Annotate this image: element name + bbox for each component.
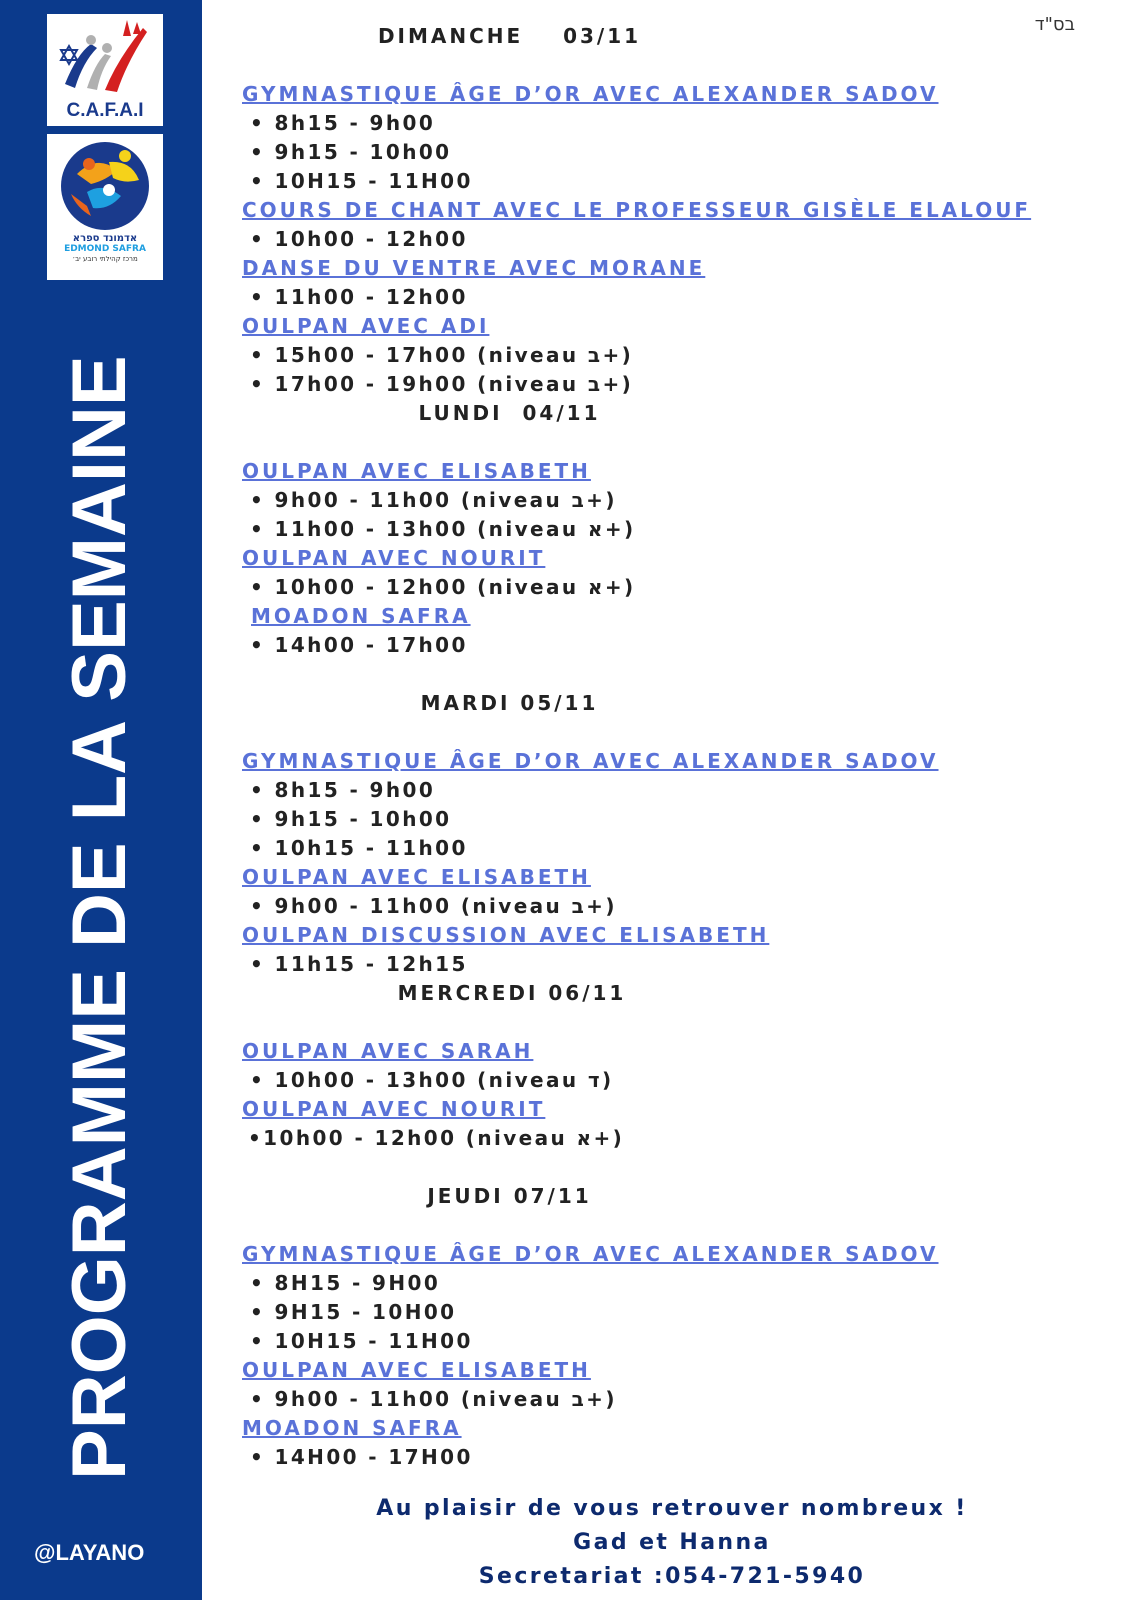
time-slot: • 9h00 - 11h00 (niveau ב+) xyxy=(250,1387,617,1411)
time-slot: • 9h00 - 11h00 (niveau ב+) xyxy=(250,488,617,512)
time-slot: • 10H15 - 11H00 xyxy=(250,169,473,193)
activity-link[interactable]: OULPAN AVEC NOURIT xyxy=(242,546,546,570)
edmond-safra-caption xyxy=(47,234,163,264)
footer-phone: Secretariat :054-721-5940 xyxy=(478,1564,866,1589)
cafai-emblem-icon xyxy=(47,14,163,100)
activity-link[interactable]: OULPAN AVEC ADI xyxy=(242,314,490,338)
day-date: 06/11 xyxy=(548,981,627,1005)
time-slot: • 10h00 - 12h00 xyxy=(250,227,468,251)
day-heading-sunday xyxy=(242,22,777,51)
activity-link[interactable]: GYMNASTIQUE ÂGE D’OR AVEC ALEXANDER SADOV xyxy=(242,749,939,773)
time-slot: • 14H00 - 17H00 xyxy=(250,1445,473,1469)
activity-link[interactable]: OULPAN AVEC ELISABETH xyxy=(242,1358,591,1382)
time-slot: •10h00 - 12h00 (niveau א+) xyxy=(248,1126,625,1150)
activity-link[interactable]: OULPAN AVEC NOURIT xyxy=(242,1097,546,1121)
activity-link[interactable]: GYMNASTIQUE ÂGE D’OR AVEC ALEXANDER SADOV xyxy=(242,1242,939,1266)
time-slot: • 11h15 - 12h15 xyxy=(250,952,468,976)
time-slot: • 10h15 - 11h00 xyxy=(250,836,468,860)
time-slot: • 9h00 - 11h00 (niveau ב+) xyxy=(250,894,617,918)
time-slot: • 10h00 - 12h00 (niveau א+) xyxy=(250,575,636,599)
activity-link[interactable]: OULPAN AVEC SARAH xyxy=(242,1039,534,1063)
time-slot: • 9H15 - 10H00 xyxy=(250,1300,457,1324)
day-name: MARDI xyxy=(420,691,511,715)
schedule xyxy=(242,22,1102,1472)
activity-link[interactable]: MOADON SAFRA xyxy=(251,604,471,628)
day-date: 05/11 xyxy=(520,691,599,715)
logo-subtitle: מרכז קהילתי רובע יב׳ xyxy=(72,255,138,263)
activity-link[interactable]: COURS DE CHANT AVEC LE PROFESSEUR GISÈLE ELALOUF xyxy=(242,198,1032,222)
logo-hebrew-name: אדמונד ספרא xyxy=(72,233,138,244)
time-slot: • 8h15 - 9h00 xyxy=(250,778,436,802)
activity-link[interactable]: MOADON SAFRA xyxy=(242,1416,462,1440)
time-slot: • 11h00 - 13h00 (niveau א+) xyxy=(250,517,636,541)
footer-greeting: Au plaisir de vous retrouver nombreux ! xyxy=(376,1496,968,1521)
time-slot: • 9h15 - 10h00 xyxy=(250,807,452,831)
time-slot: • 15h00 - 17h00 (niveau ב+) xyxy=(250,343,634,367)
time-slot: • 8h15 - 9h00 xyxy=(250,111,436,135)
cafai-logo-text: C.A.F.A.I xyxy=(66,100,144,121)
logo-latin-name: EDMOND SAFRA xyxy=(64,244,146,254)
activity-link[interactable]: GYMNASTIQUE ÂGE D’OR AVEC ALEXANDER SADOV xyxy=(242,82,939,106)
footer xyxy=(242,1492,1102,1594)
dancers-emblem-icon xyxy=(47,134,163,234)
time-slot: • 11h00 - 12h00 xyxy=(250,285,468,309)
day-heading-thursday xyxy=(242,1182,777,1211)
day-date: 03/11 xyxy=(563,24,642,48)
day-date: 07/11 xyxy=(513,1184,592,1208)
time-slot: • 17h00 - 19h00 (niveau ב+) xyxy=(250,372,634,396)
time-slot: • 8H15 - 9H00 xyxy=(250,1271,441,1295)
social-handle: @LAYANO xyxy=(34,1540,145,1565)
day-name: JEUDI xyxy=(427,1184,504,1208)
activity-link[interactable]: OULPAN AVEC ELISABETH xyxy=(242,459,591,483)
day-heading-wednesday xyxy=(242,979,782,1008)
bsd-mark: בס"ד xyxy=(1034,14,1075,35)
day-name: DIMANCHE xyxy=(377,24,524,48)
day-heading-tuesday xyxy=(242,689,777,718)
time-slot: • 10H15 - 11H00 xyxy=(250,1329,473,1353)
day-date: 04/11 xyxy=(522,401,601,425)
activity-link[interactable]: OULPAN AVEC ELISABETH xyxy=(242,865,591,889)
edmond-safra-logo xyxy=(47,134,163,280)
activity-link[interactable]: DANSE DU VENTRE AVEC MORANE xyxy=(242,256,706,280)
sidebar xyxy=(0,0,202,1600)
footer-signature: Gad et Hanna xyxy=(573,1530,771,1555)
time-slot: • 9h15 - 10h00 xyxy=(250,140,452,164)
page-title: PROGRAMME DE LA SEMAINE xyxy=(57,355,142,1480)
day-name: MERCREDI xyxy=(397,981,539,1005)
time-slot: • 10h00 - 13h00 (niveau ד) xyxy=(250,1068,614,1092)
time-slot: • 14h00 - 17h00 xyxy=(250,633,468,657)
activity-link[interactable]: OULPAN DISCUSSION AVEC ELISABETH xyxy=(242,923,770,947)
day-name: LUNDI xyxy=(418,401,503,425)
day-heading-monday xyxy=(242,399,777,428)
cafai-logo xyxy=(47,14,163,126)
